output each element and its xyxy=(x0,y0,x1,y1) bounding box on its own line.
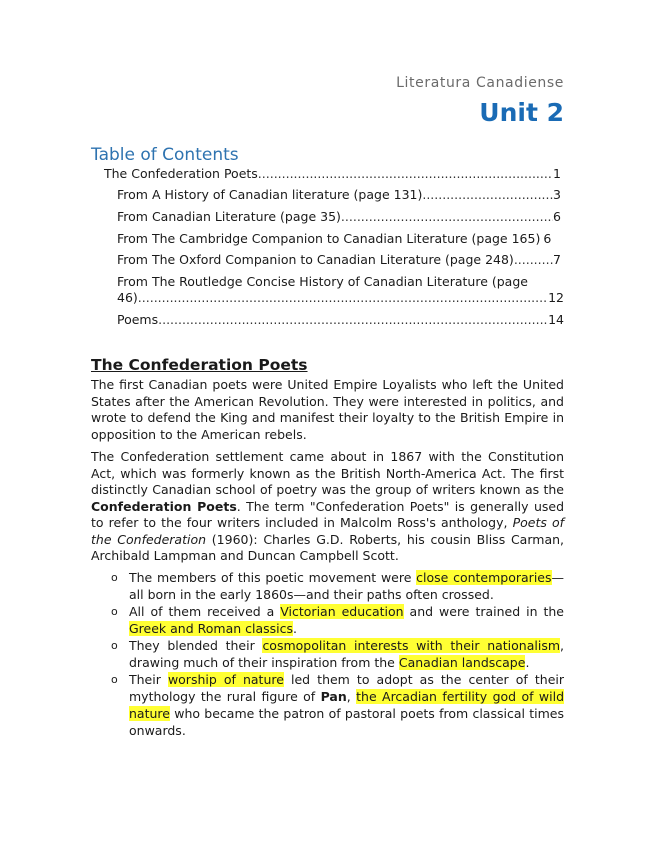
paragraph-confederation xyxy=(91,449,564,565)
text-run: , xyxy=(346,689,357,704)
bullet-marker: o xyxy=(111,571,118,584)
toc-entry-page: 12 xyxy=(548,290,564,305)
toc-entry-continued[interactable] xyxy=(117,290,564,306)
highlighted-text: worship of nature xyxy=(167,672,284,687)
toc-entry-page: 6 xyxy=(543,231,552,246)
text-run: (1960): Charles G.D. Roberts, his cousin Bliss Carman, Archibald Lampman and Duncan Campbell Scott. xyxy=(91,531,564,563)
course-subject: Literatura Canadiense xyxy=(396,75,564,91)
text-run: The Confederation settlement came about in 1867 with the Constitution Act, which was formerly known as the British North-America Act. The first distinctly Canadian school of poetry was the group of writers known as the xyxy=(91,449,564,497)
highlighted-text: Victorian education xyxy=(280,604,404,619)
text-run: —all born in the early 1860s—and their paths often crossed. xyxy=(129,570,564,602)
toc-leader xyxy=(341,209,553,225)
toc-entry-page: 3 xyxy=(553,187,561,202)
highlighted-text: close contemporaries xyxy=(416,570,552,585)
text-run: , drawing much of their inspiration from the xyxy=(129,638,564,670)
unit-title: Unit 2 xyxy=(479,98,564,127)
toc-entry[interactable] xyxy=(117,187,561,203)
toc-entry-title: Poems xyxy=(117,312,159,327)
toc-entry-page: 6 xyxy=(553,209,561,224)
text-run: The members of this poetic movement were xyxy=(129,570,417,585)
toc-entry-page: 14 xyxy=(548,312,564,327)
text-run: All of them received a xyxy=(129,604,281,619)
text-run: and were trained in the xyxy=(403,604,564,619)
toc-entry-title: From The Routledge Concise History of Canadian Literature (page xyxy=(117,274,528,289)
highlighted-text: Canadian landscape xyxy=(398,655,526,670)
toc-entry-page: 7 xyxy=(553,252,561,267)
bold-term: Confederation Poets xyxy=(91,498,237,514)
toc-entry-title: From The Cambridge Companion to Canadian Literature (page 165) xyxy=(117,231,541,246)
bullet-marker: o xyxy=(111,639,118,652)
text-run: . The term "Confederation Poets" is generally used to refer to the four writers included in Malcolm Ross's anthology, xyxy=(91,498,565,530)
toc-title: Table of Contents xyxy=(91,145,239,165)
toc-entry[interactable] xyxy=(117,312,564,328)
toc-entry[interactable] xyxy=(117,252,561,268)
text-run: . xyxy=(525,655,530,670)
toc-entry-title: From A History of Canadian literature (page 131) xyxy=(117,187,423,202)
paragraph-intro: The first Canadian poets were United Empire Loyalists who left the United States after the American Revolution. They were interested in politics, and wrote to defend the King and manifest their loyalty to the British Empire in opposition to the American rebels. xyxy=(91,377,564,442)
bold-term: Pan xyxy=(320,689,347,704)
toc-entry-page: 1 xyxy=(553,166,561,181)
anthology-title: Poets of the Confederation xyxy=(91,515,564,547)
toc-leader xyxy=(258,166,553,182)
toc-entry-title: 46) xyxy=(117,290,138,305)
highlighted-text: Greek and Roman classics xyxy=(129,621,294,636)
toc-leader xyxy=(158,312,548,328)
list-item xyxy=(91,671,564,739)
text-run: Their xyxy=(129,672,168,687)
toc-entry-title: The Confederation Poets xyxy=(104,166,258,181)
toc-entry[interactable] xyxy=(104,166,561,182)
text-run: who became the patron of pastoral poets from classical times onwards. xyxy=(129,706,564,738)
toc-entry[interactable] xyxy=(117,274,564,290)
toc-leader xyxy=(422,187,553,203)
toc-leader xyxy=(138,290,548,306)
highlighted-text: the Arcadian fertility god of wild nature xyxy=(129,689,564,721)
highlighted-text: cosmopolitan interests with their nationalism xyxy=(262,638,561,653)
bullet-list xyxy=(91,569,564,739)
bullet-marker: o xyxy=(111,605,118,618)
section-heading: The Confederation Poets xyxy=(91,356,308,374)
text-run: They blended their xyxy=(129,638,263,653)
list-item xyxy=(91,637,564,671)
toc-entry-title: From Canadian Literature (page 35) xyxy=(117,209,341,224)
toc-entry[interactable] xyxy=(117,231,565,247)
toc-entry[interactable] xyxy=(117,209,561,225)
list-item xyxy=(91,569,564,603)
text-run: . xyxy=(293,621,298,636)
bullet-marker: o xyxy=(111,673,118,686)
text-run: led them to adopt as the center of their mythology the rural figure of xyxy=(129,672,564,704)
toc-entry-title: From The Oxford Companion to Canadian Literature (page 248) xyxy=(117,252,514,267)
toc-leader xyxy=(514,252,553,268)
list-item xyxy=(91,603,564,637)
